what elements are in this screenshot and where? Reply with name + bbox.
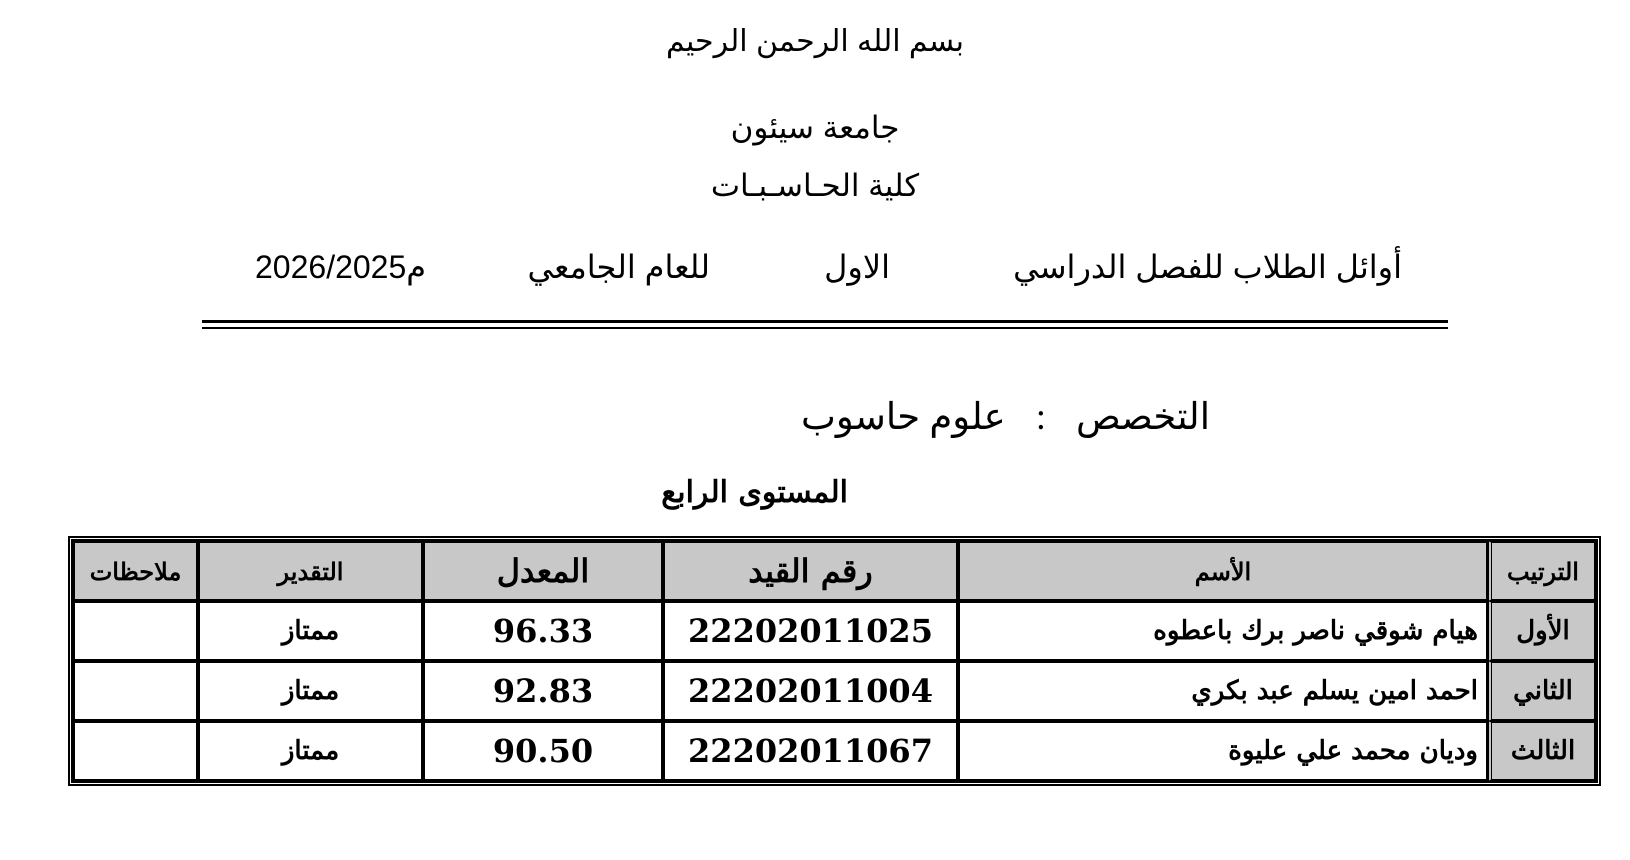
- level-title: المستوى الرابع: [661, 475, 848, 510]
- table-row: [73, 721, 1596, 781]
- academic-year-label: للعام الجامعي: [527, 249, 710, 285]
- header-divider: [202, 320, 1448, 329]
- cell-id: 22202011004: [663, 661, 958, 721]
- cell-rank: الثالث: [1488, 721, 1596, 781]
- header-grade: التقدير: [198, 541, 423, 601]
- cell-rank: الثاني: [1488, 661, 1596, 721]
- semester-value: الاول: [824, 249, 890, 285]
- cell-average: 92.83: [423, 661, 663, 721]
- cell-name: هيام شوقي ناصر برك باعطوه: [958, 601, 1488, 661]
- academic-year-value: 2026/2025م: [255, 249, 427, 285]
- cell-notes: [73, 661, 198, 721]
- faculty-name: كلية الحـاسـبـات: [710, 168, 920, 203]
- specialization-value: علوم حاسوب: [800, 397, 1006, 438]
- header-rank: الترتيب: [1488, 541, 1596, 601]
- header-name: الأسم: [958, 541, 1488, 601]
- cell-rank: الأول: [1488, 601, 1596, 661]
- table-row: [73, 601, 1596, 661]
- table-row: [73, 661, 1596, 721]
- top-students-label: أوائل الطلاب للفصل الدراسي: [1013, 249, 1402, 285]
- specialization-line: [801, 395, 1210, 439]
- cell-name: احمد امين يسلم عبد بكري: [958, 661, 1488, 721]
- cell-notes: [73, 721, 198, 781]
- cell-id: 22202011025: [663, 601, 958, 661]
- header-id: رقم القيد: [663, 541, 958, 601]
- top-students-table: [68, 536, 1601, 786]
- specialization-colon: :: [1035, 397, 1046, 438]
- cell-grade: ممتاز: [198, 721, 423, 781]
- cell-average: 96.33: [423, 601, 663, 661]
- table-header-row: [73, 541, 1596, 601]
- cell-name: وديان محمد علي عليوة: [958, 721, 1488, 781]
- cell-average: 90.50: [423, 721, 663, 781]
- specialization-label: التخصص: [1075, 397, 1210, 438]
- cell-id: 22202011067: [663, 721, 958, 781]
- university-name: جامعة سيئون: [730, 110, 900, 145]
- cell-grade: ممتاز: [198, 601, 423, 661]
- header-average: المعدل: [423, 541, 663, 601]
- basmala-text: بسم الله الرحمن الرحيم: [666, 25, 964, 58]
- cell-grade: ممتاز: [198, 661, 423, 721]
- header-notes: ملاحظات: [73, 541, 198, 601]
- cell-notes: [73, 601, 198, 661]
